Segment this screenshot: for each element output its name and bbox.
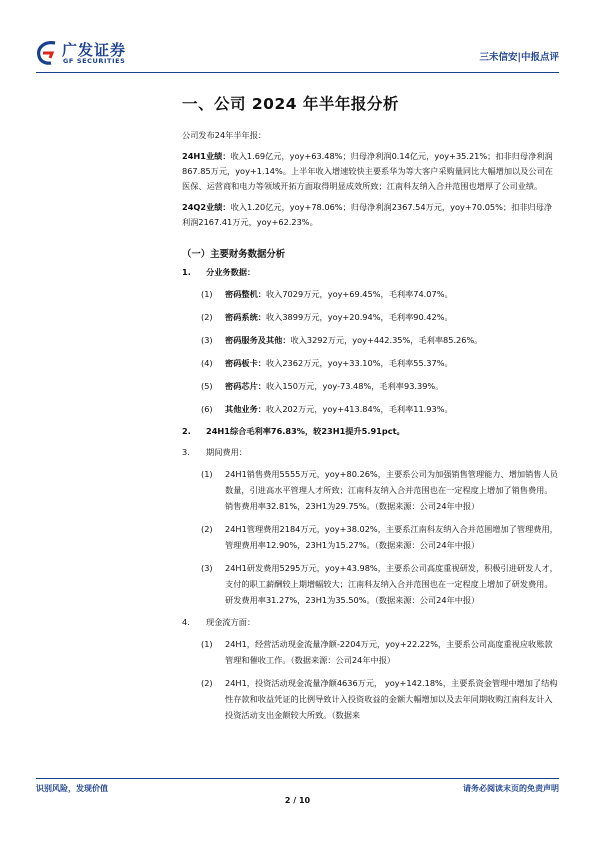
main-content bbox=[182, 92, 560, 730]
segment-item bbox=[182, 286, 560, 302]
intro-text: 公司发布24年半年报： bbox=[182, 130, 267, 140]
gf-securities-logo bbox=[36, 38, 176, 68]
segment-label: 其他业务： bbox=[225, 404, 266, 414]
segment-text: 收入202万元，yoy+413.84%，毛利率11.93%。 bbox=[265, 404, 453, 414]
cashflow-item bbox=[182, 675, 560, 723]
segment-label: 密码系统： bbox=[225, 312, 266, 322]
segment-item bbox=[182, 355, 560, 371]
section-title: 一、公司 2024 年半年报分析 bbox=[182, 95, 399, 113]
list-number: 2. bbox=[182, 426, 191, 436]
logo-text-en: GF SECURITIES bbox=[63, 57, 126, 65]
expense-text: 24H1管理费用2184万元，yoy+38.02%，主要系江南科友纳入合并范围增加了管理费用，管理费用率12.90%，23H1为15.27%。（数据来源：公司24年中报） bbox=[225, 524, 558, 550]
cashflow-item bbox=[182, 636, 560, 668]
segment-number: (3) bbox=[201, 335, 213, 345]
list-title: 分业务数据： bbox=[206, 267, 256, 277]
expense-text: 24H1研发费用5295万元，yoy+43.98%，主要系公司高度重视研发，积极引进研发人才，支付的职工薪酬较上期增幅较大；江南科友纳入合并范围也在一定程度上增加了研发费用。研发费用率31.27%，23H1为35.50%。（数据来源：公司24年中报） bbox=[225, 563, 558, 605]
footer-disclaimer-note: 请务必阅读末页的免责声明 bbox=[463, 784, 559, 793]
q2-label: 24Q2业绩： bbox=[182, 202, 231, 212]
h1-results-paragraph bbox=[182, 149, 560, 194]
gross-margin-text: 24H1综合毛利率76.83%，较23H1提升5.91pct。 bbox=[206, 426, 405, 436]
page-number: 2 / 10 bbox=[284, 796, 311, 805]
q2-results-paragraph bbox=[182, 200, 560, 230]
list-title: 期间费用： bbox=[206, 447, 247, 457]
cashflow-text: 24H1，投资活动现金流量净额4636万元， yoy+142.18%，主要系资金管理中增加了结构性存款和收益凭证的比例导致计入投资收益的金额大幅增加以及去年同期收购江南科友计入投资活动支出金额较大所致。（数据来 bbox=[225, 678, 558, 720]
list-item-expenses bbox=[182, 445, 560, 460]
expense-number: (1) bbox=[201, 469, 213, 479]
cashflow-number: (1) bbox=[201, 639, 213, 649]
list-item-gross-margin bbox=[182, 424, 560, 439]
segment-number: (5) bbox=[201, 381, 213, 391]
list-item-segments bbox=[182, 265, 560, 280]
segment-label: 密码芯片： bbox=[225, 381, 266, 391]
segment-item bbox=[182, 378, 560, 394]
expense-item bbox=[182, 560, 560, 608]
expense-item bbox=[182, 521, 560, 553]
logo-text-cn: 广发证券 bbox=[62, 41, 127, 59]
cashflow-text: 24H1，经营活动现金流量净额-2204万元，yoy+22.22%，主要系公司高度重视应收账款管理和催收工作。（数据来源：公司24年中报） bbox=[225, 639, 553, 665]
list-item-cashflow bbox=[182, 615, 560, 630]
segment-text: 收入2362万元，yoy+33.10%，毛利率55.37%。 bbox=[265, 358, 453, 368]
footer-divider bbox=[36, 778, 559, 779]
list-number: 4. bbox=[182, 617, 190, 627]
gf-logo-icon bbox=[36, 40, 58, 66]
segment-text: 收入150万元，yoy-73.48%，毛利率93.39%。 bbox=[265, 381, 444, 391]
expense-number: (2) bbox=[201, 524, 213, 534]
segment-label: 密码服务及其他： bbox=[225, 335, 291, 345]
segment-number: (6) bbox=[201, 404, 213, 414]
header-divider bbox=[36, 72, 559, 73]
segment-item bbox=[182, 401, 560, 417]
segment-number: (4) bbox=[201, 358, 213, 368]
segment-item bbox=[182, 309, 560, 325]
subsection-title: （一）主要财务数据分析 bbox=[182, 249, 286, 260]
list-number: 3. bbox=[182, 447, 190, 457]
segment-number: (2) bbox=[201, 312, 213, 322]
h1-label: 24H1业绩： bbox=[182, 151, 231, 161]
footer-slogan: 识别风险，发现价值 bbox=[36, 784, 108, 793]
segment-label: 密码板卡： bbox=[225, 358, 266, 368]
list-number: 1. bbox=[182, 267, 191, 277]
segment-text: 收入7029万元，yoy+69.45%，毛利率74.07%。 bbox=[265, 289, 453, 299]
segment-text: 收入3292万元，yoy+442.35%，毛利率85.26%。 bbox=[290, 335, 483, 345]
segment-item bbox=[182, 332, 560, 348]
h1-text: 收入1.69亿元，yoy+63.48%；归母净利润0.14亿元，yoy+35.21%；扣非归母净利润867.85万元，yoy+1.14%。上半年收入增速较快主要系华为等大客户采购量同比大幅增加以及公司在医保、运营商和电力等领域开拓方面取得明显成效所致；江南科友纳入合并范围也增厚了公司业绩。 bbox=[182, 151, 553, 191]
expense-item bbox=[182, 466, 560, 514]
segment-label: 密码整机： bbox=[225, 289, 266, 299]
page-header bbox=[36, 38, 559, 70]
expense-text: 24H1销售费用5555万元，yoy+80.26%，主要系公司为加强销售管理能力、增加销售人员数量，引进高水平管理人才所致；江南科友纳入合并范围也在一定程度上增加了销售费用。销售费用率32.81%，23H1为29.75%。（数据来源：公司24年中报） bbox=[225, 469, 558, 511]
cashflow-number: (2) bbox=[201, 678, 213, 688]
report-type-label: 三未信安|中报点评 bbox=[479, 52, 559, 63]
q2-text: 收入1.20亿元，yoy+78.06%；归母净利润2367.54万元，yoy+70.05%；扣非归母净利润2167.41万元，yoy+62.23%。 bbox=[182, 202, 553, 227]
expense-number: (3) bbox=[201, 563, 213, 573]
list-title: 现金流方面： bbox=[206, 617, 256, 627]
segment-number: (1) bbox=[201, 289, 213, 299]
segment-text: 收入3899万元，yoy+20.94%，毛利率90.42%。 bbox=[265, 312, 453, 322]
